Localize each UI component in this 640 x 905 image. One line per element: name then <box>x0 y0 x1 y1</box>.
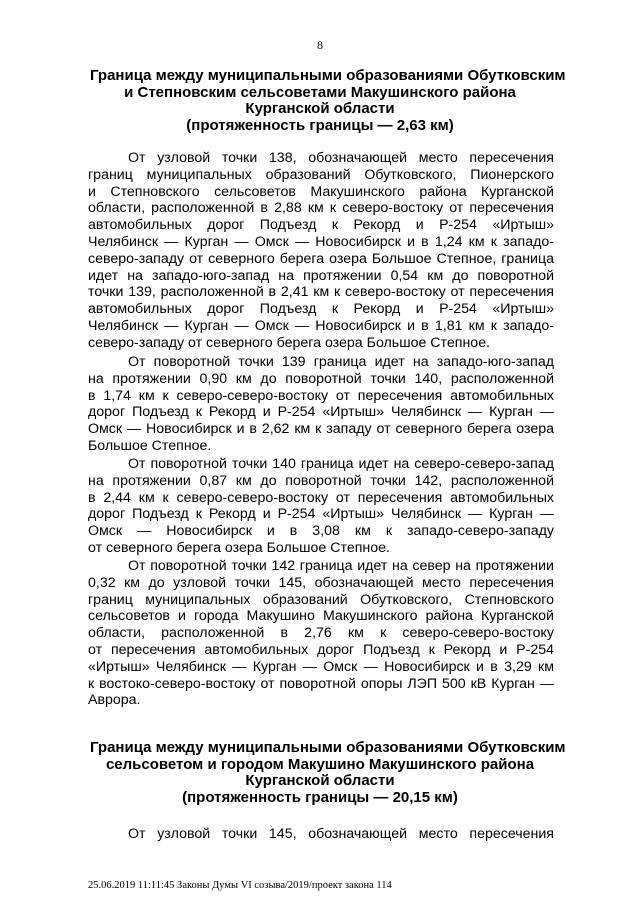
paragraph-4 <box>88 558 554 709</box>
text-line: Аврора. <box>88 692 141 709</box>
text-line: сельсоветов и города Макушино Макушинского района Курганской <box>88 608 554 625</box>
text-line: дорог Подъезд к Рекорд и Р-254 «Иртыш» Челябинск — Курган — <box>88 506 554 523</box>
paragraph-2 <box>88 354 554 455</box>
text-line: автомобильных дорог Подъезд к Рекорд и Р-254 «Иртыш» <box>88 217 554 234</box>
heading-line: сельсоветом и городом Макушино Макушинского района <box>105 755 535 773</box>
section-heading-1 <box>90 67 566 134</box>
text-line: точки 139, расположенной в 2,41 км к северо-востоку от пересечения <box>88 284 554 301</box>
text-line: Челябинск — Курган — Омск — Новосибирск и в 1,81 км к западо- <box>88 317 554 334</box>
text-line: Омск — Новосибирск и в 2,62 км к западу от северного берега озера <box>88 421 554 438</box>
text-line: северо-западу от северного берега озера Большое Степное. <box>88 334 491 351</box>
text-line: области, расположенной в 2,88 км к северо-востоку от пересечения <box>88 200 554 217</box>
text-line: на протяжении 0,87 км до поворотной точки 142, расположенной <box>88 472 554 489</box>
text-line: северо-западу от северного берега озера Большое Степное, граница <box>88 250 554 267</box>
text-line: и Степновского сельсоветов Макушинского района Курганской <box>88 183 554 200</box>
text-line: автомобильных дорог Подъезд к Рекорд и Р-254 «Иртыш» <box>88 301 554 318</box>
text-line: границ муниципальных образований Обутковского, Пионерского <box>88 166 554 183</box>
section-heading-2 <box>90 739 566 806</box>
text-line: От поворотной точки 142 граница идет на север на протяжении <box>128 558 554 574</box>
text-line: к востоко-северо-востоку от поворотной опоры ЛЭП 500 кВ Курган — <box>88 675 554 692</box>
text-line: идет на западо-юго-запад на протяжении 0,54 км до поворотной <box>88 267 554 284</box>
page-number: 8 <box>317 38 323 52</box>
paragraph-3 <box>88 456 554 557</box>
text-line: в 2,44 км к северо-северо-востоку от пересечения автомобильных <box>88 489 554 506</box>
text-line: От узловой точки 138, обозначающей место пересечения <box>128 150 554 166</box>
text-line: от пересечения автомобильных дорог Подъезд к Рекорд и Р-254 <box>88 641 554 658</box>
text-line: От узловой точки 145, обозначающей место пересечения <box>128 826 554 842</box>
text-line: От поворотной точки 139 граница идет на западо-юго-запад <box>128 354 554 370</box>
heading-line: Курганской области <box>245 100 395 117</box>
text-line: «Иртыш» Челябинск — Курган — Омск — Новосибирск и в 3,29 км <box>88 658 554 675</box>
text-line: в 1,74 км к северо-северо-востоку от пересечения автомобильных <box>88 387 554 404</box>
heading-line: (протяженность границы — 2,63 км) <box>186 116 454 134</box>
text-line: границ муниципальных образований Обутковского, Степновского <box>88 591 554 608</box>
text-line: Омск — Новосибирск и в 3,08 км к западо-северо-западу <box>88 523 554 540</box>
text-line: Челябинск — Курган — Омск — Новосибирск и в 1,24 км к западо- <box>88 233 554 250</box>
text-line: Большое Степное. <box>88 437 212 454</box>
heading-line: Граница между муниципальными образованиями Обутковским <box>90 739 566 756</box>
text-line: от северного берега озера Большое Степное. <box>88 539 390 556</box>
heading-line: и Степновским сельсоветами Макушинского района <box>124 83 516 101</box>
heading-line: (протяженность границы — 20,15 км) <box>182 788 458 806</box>
paragraph-5 <box>88 826 554 843</box>
paragraph-1 <box>88 150 554 352</box>
text-line: на протяжении 0,90 км до поворотной точки 140, расположенной <box>88 370 554 387</box>
text-line: области, расположенной в 2,76 км к северо-северо-востоку <box>88 625 554 642</box>
heading-line: Курганской области <box>245 772 395 789</box>
text-line: 0,32 км до узловой точки 145, обозначающей место пересечения <box>88 574 554 591</box>
text-line: От поворотной точки 140 граница идет на северо-северо-запад <box>128 456 554 472</box>
heading-line: Граница между муниципальными образованиями Обутковским <box>90 67 566 84</box>
document-footer: 25.06.2019 11:11:45 Законы Думы VI созыва/2019/проект закона 114 <box>88 880 392 891</box>
text-line: дорог Подъезд к Рекорд и Р-254 «Иртыш» Челябинск — Курган — <box>88 404 554 421</box>
